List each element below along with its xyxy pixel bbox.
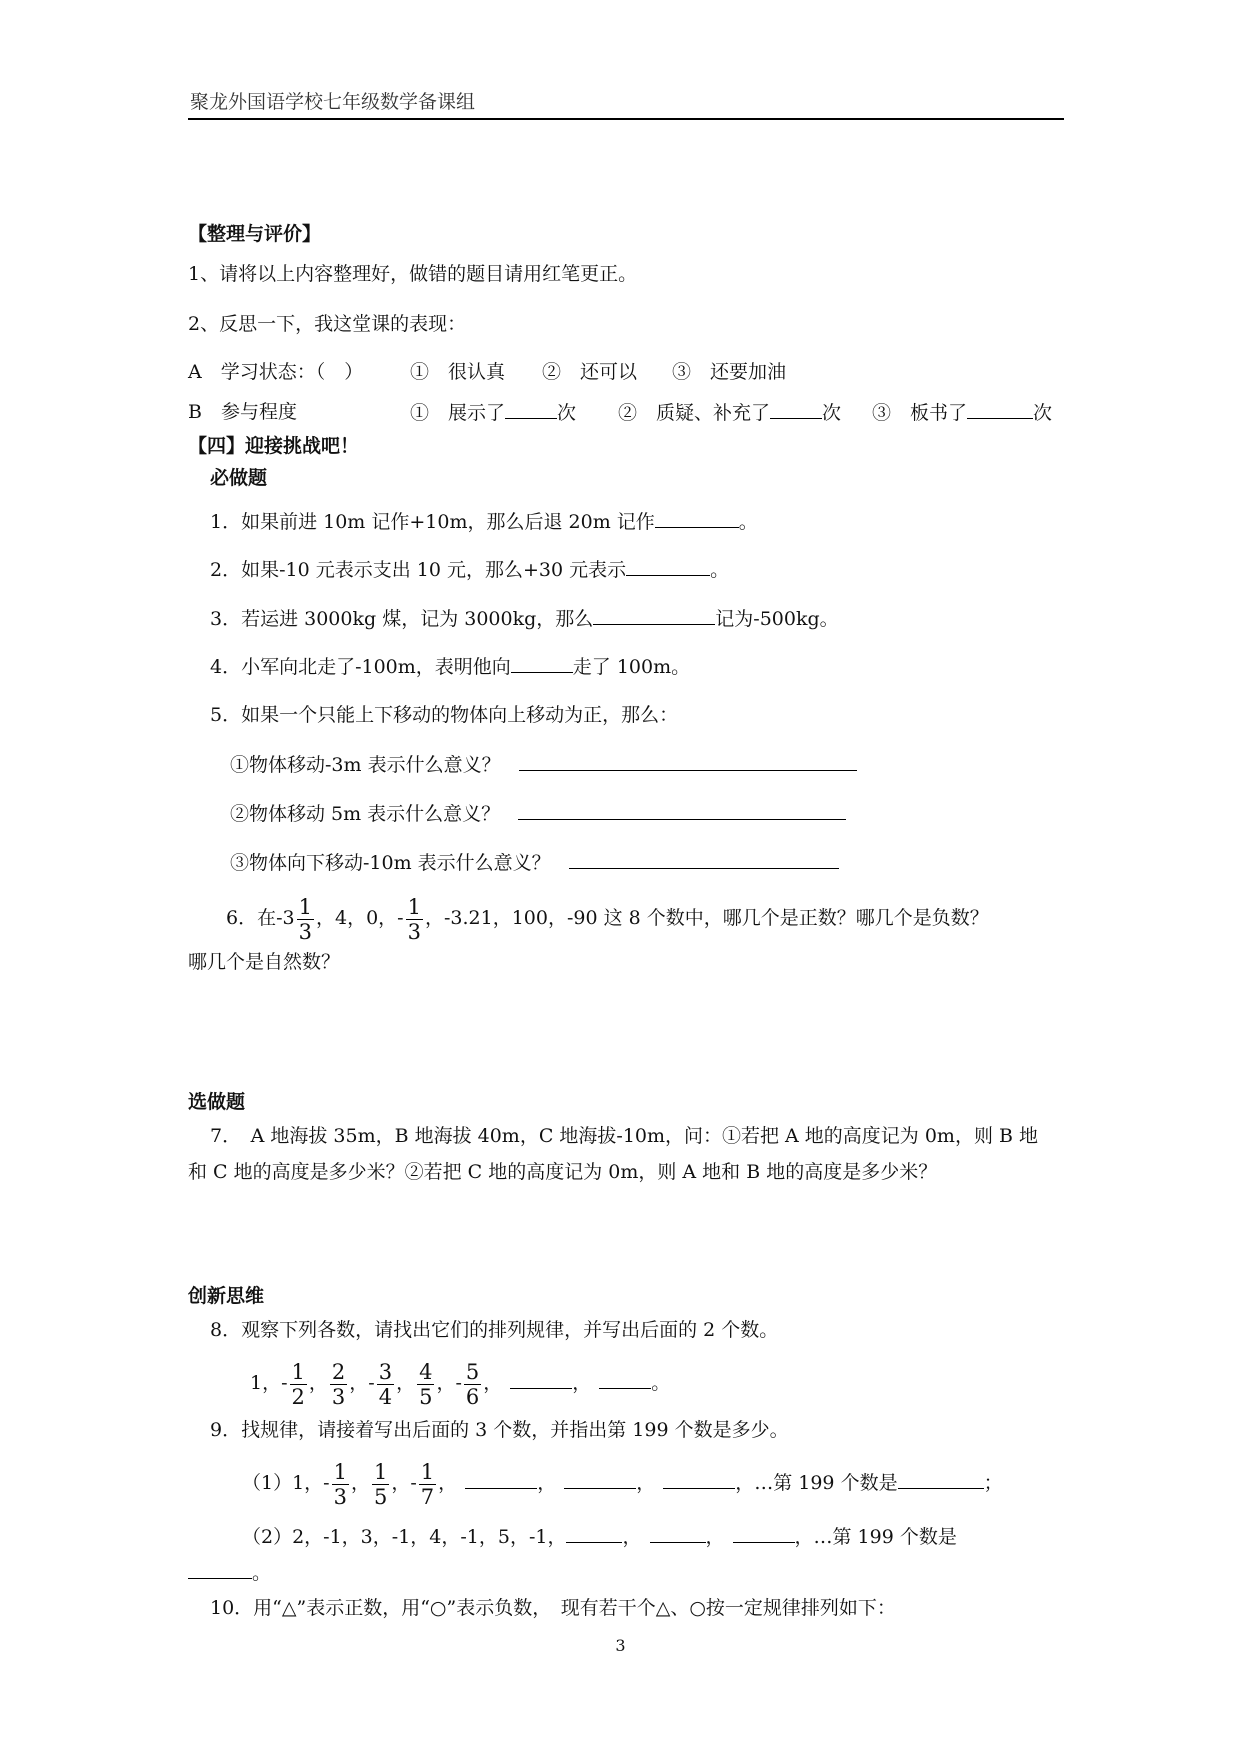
numerator: 3 (378, 1359, 393, 1384)
question-4 (210, 654, 690, 679)
q1-text: 1．如果前进 10m 记作+10m，那么后退 20m 记作 (210, 511, 655, 533)
fraction (372, 1460, 389, 1509)
answer-blank[interactable] (465, 1470, 537, 1489)
seq-text: ， (572, 1372, 592, 1394)
denominator: 6 (465, 1384, 480, 1409)
row-a-option-3: ③ 还要加油 (672, 361, 787, 383)
denominator: 5 (374, 1484, 388, 1509)
row-b-option-2 (618, 400, 841, 425)
row-b-opt1-text: ① 展示了 (410, 402, 506, 424)
denominator: 7 (420, 1484, 435, 1509)
question-6 (226, 894, 989, 944)
question-6-cont: 哪几个是自然数？ (188, 951, 341, 973)
question-5-2 (230, 801, 846, 826)
seq-text: ， (438, 1472, 458, 1494)
answer-blank[interactable] (655, 509, 739, 528)
answer-blank[interactable] (599, 1370, 651, 1389)
answer-blank[interactable] (967, 400, 1033, 419)
answer-blank[interactable] (770, 400, 822, 419)
seq-text: ； (983, 1472, 1003, 1494)
q5-3-text: ③物体向下移动-10m 表示什么意义？ (230, 852, 551, 874)
row-b-option-1 (410, 400, 576, 425)
seq-text: ，- (349, 1372, 375, 1394)
answer-blank[interactable] (898, 1470, 984, 1489)
question-5-3 (230, 850, 839, 875)
denominator: 3 (298, 919, 312, 944)
answer-blank[interactable] (626, 557, 710, 576)
row-a-label: A 学习状态：（ ） (188, 361, 364, 383)
q6-text-a: 6．在-3 (226, 907, 295, 929)
answer-blank[interactable] (519, 752, 857, 771)
seq-text: ， (396, 1372, 416, 1394)
seq-text: 。 (252, 1562, 272, 1584)
question-10: 10．用“△”表示正数，用“○”表示负数， 现有若干个△、○按一定规律排列如下： (210, 1597, 896, 1619)
q2-end: 。 (710, 559, 730, 581)
seq-text: ， (483, 1372, 503, 1394)
q4-end: 走了 100m。 (572, 656, 691, 678)
numerator: 1 (291, 1359, 305, 1384)
numerator: 5 (465, 1359, 480, 1384)
seq-text: ， (705, 1526, 725, 1548)
fraction (297, 895, 314, 944)
question-7-line-2: 和 C 地的高度是多少米？②若把 C 地的高度记为 0m，则 A 地和 B 地的高度是多少米？ (188, 1161, 938, 1183)
header-title: 聚龙外国语学校七年级数学备课组 (190, 91, 476, 113)
answer-blank[interactable] (505, 400, 557, 419)
optional-heading: 选做题 (188, 1091, 246, 1113)
seq-text: ，…第 199 个数是 (735, 1472, 898, 1494)
challenge-heading: 【四】迎接挑战吧！ (188, 435, 360, 457)
answer-blank[interactable] (593, 606, 715, 625)
fraction (290, 1360, 307, 1409)
row-a-option-2: ② 还可以 (542, 361, 638, 383)
row-b-opt3-text: ③ 板书了 (872, 402, 968, 424)
row-b-option-3 (872, 400, 1052, 425)
row-b-opt2-text: ② 质疑、补充了 (618, 402, 771, 424)
fraction (377, 1360, 394, 1409)
answer-blank[interactable] (511, 654, 573, 673)
q3-text: 3．若运进 3000kg 煤，记为 3000kg，那么 (210, 608, 594, 630)
page-header (188, 86, 1064, 120)
answer-blank[interactable] (188, 1560, 252, 1579)
seq-text: ， (308, 1372, 328, 1394)
fraction (464, 1360, 481, 1409)
row-b-opt2-unit: 次 (822, 402, 842, 424)
answer-blank[interactable] (569, 850, 839, 869)
row-b-opt1-unit: 次 (557, 402, 577, 424)
seq-text: 。 (651, 1372, 671, 1394)
seq-text: ，…第 199 个数是 (794, 1526, 957, 1548)
seq-text: ， (350, 1472, 370, 1494)
numerator: 1 (407, 894, 421, 919)
q6-text-b: ，4，0，- (315, 907, 404, 929)
fraction (330, 1360, 347, 1409)
numerator: 2 (331, 1359, 346, 1384)
question-7-line-1: 7． A 地海拔 35m，B 地海拔 40m，C 地海拔-10m，问：①若把 A 地的高度记为 0m，则 B 地 (210, 1125, 1038, 1147)
seq-text: ， (537, 1472, 557, 1494)
question-3 (210, 606, 839, 631)
review-line-2: 2、反思一下，我这堂课的表现： (188, 313, 467, 335)
review-line-1: 1、请将以上内容整理好，做错的题目请用红笔更正。 (188, 263, 638, 285)
question-8-sequence (250, 1350, 670, 1416)
answer-blank[interactable] (733, 1524, 795, 1543)
q3-end: 记为-500kg。 (715, 608, 839, 630)
seq-text: （2）2，-1，3，-1，4，-1，5，-1， (242, 1526, 567, 1548)
answer-blank[interactable] (650, 1524, 706, 1543)
answer-blank[interactable] (518, 801, 846, 820)
fraction (419, 1460, 436, 1509)
row-b-label: B 参与程度 (188, 401, 297, 423)
seq-text: ， (622, 1526, 642, 1548)
numerator: 1 (298, 894, 312, 919)
numerator: 1 (374, 1459, 388, 1484)
q4-text: 4．小军向北走了-100m，表明他向 (210, 656, 511, 678)
fraction (332, 1460, 349, 1509)
question-2 (210, 557, 729, 582)
review-heading: 【整理与评价】 (188, 223, 322, 245)
question-1 (210, 509, 758, 534)
denominator: 3 (333, 1484, 347, 1509)
required-heading: 必做题 (210, 467, 268, 489)
answer-blank[interactable] (564, 1470, 636, 1489)
denominator: 4 (378, 1384, 393, 1409)
seq-text: ，- (391, 1472, 417, 1494)
creative-heading: 创新思维 (188, 1285, 265, 1307)
seq-text: ，- (436, 1372, 462, 1394)
q2-text: 2．如果-10 元表示支出 10 元，那么+30 元表示 (210, 559, 627, 581)
row-b-opt3-unit: 次 (1033, 402, 1053, 424)
fraction (417, 1360, 434, 1409)
question-9-part-2 (242, 1524, 957, 1549)
question-9-part-1 (242, 1450, 1003, 1516)
seq-text: 1，- (250, 1372, 288, 1394)
denominator: 3 (407, 919, 421, 944)
fraction (406, 895, 423, 944)
question-9: 9．找规律，请接着写出后面的 3 个数，并指出第 199 个数是多少。 (210, 1419, 789, 1441)
seq-text: ， (636, 1472, 656, 1494)
row-a-option-1: ① 很认真 (410, 361, 506, 383)
page-number: 3 (615, 1636, 626, 1655)
question-5: 5．如果一个只能上下移动的物体向上移动为正，那么： (210, 704, 679, 726)
numerator: 1 (420, 1459, 435, 1484)
denominator: 2 (291, 1384, 305, 1409)
answer-blank[interactable] (510, 1370, 572, 1389)
question-5-1 (230, 752, 857, 777)
question-9-part-2-cont (188, 1560, 271, 1585)
question-8: 8．观察下列各数，请找出它们的排列规律，并写出后面的 2 个数。 (210, 1319, 779, 1341)
denominator: 3 (331, 1384, 346, 1409)
q5-2-text: ②物体移动 5m 表示什么意义？ (230, 803, 501, 825)
answer-blank[interactable] (663, 1470, 735, 1489)
denominator: 5 (419, 1384, 433, 1409)
seq-text: （1）1，- (242, 1472, 330, 1494)
numerator: 1 (333, 1459, 347, 1484)
answer-blank[interactable] (566, 1524, 622, 1543)
q6-text-c: ，-3.21，100，-90 这 8 个数中，哪几个是正数？哪几个是负数？ (424, 907, 989, 929)
q1-end: 。 (738, 511, 758, 533)
numerator: 4 (419, 1359, 433, 1384)
q5-1-text: ①物体移动-3m 表示什么意义？ (230, 754, 501, 776)
